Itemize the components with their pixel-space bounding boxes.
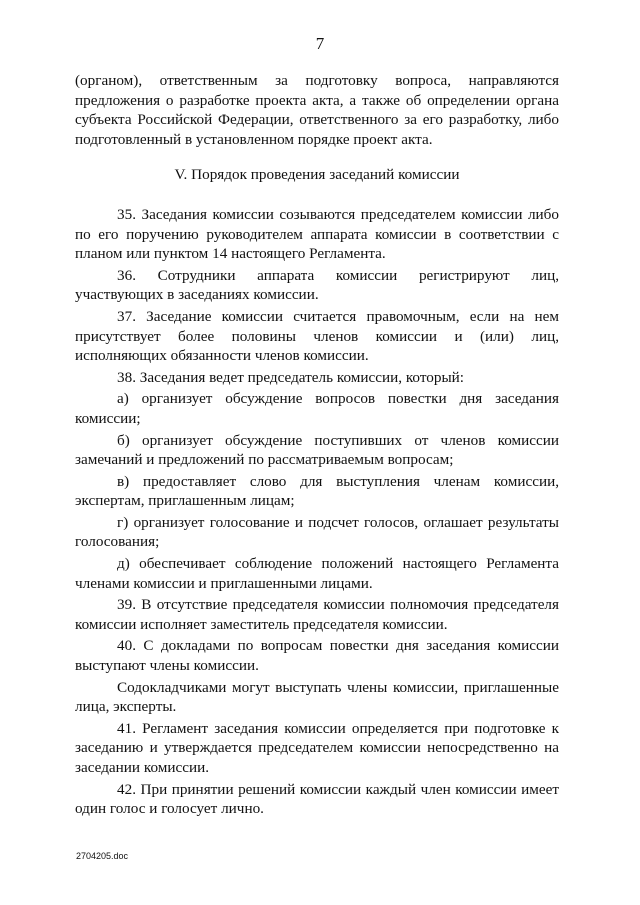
subitem-g: г) организует голосование и подсчет голосов, оглашает результаты голосования; bbox=[75, 513, 559, 551]
paragraph-41: 41. Регламент заседания комиссии определяется при подготовке к заседанию и утверждается председателем комиссии непосредственно на заседании комиссии. bbox=[75, 719, 559, 776]
document-filename: 2704205.doc bbox=[76, 851, 129, 861]
paragraph-38: 38. Заседания ведет председатель комиссии, который: bbox=[117, 368, 464, 386]
subitem-b: б) организует обсуждение поступивших от членов комиссии замечаний и предложений по рассматриваемым вопросам; bbox=[75, 431, 559, 469]
page-number: 7 bbox=[315, 34, 325, 53]
paragraph-42: 42. При принятии решений комиссии каждый член комиссии имеет один голос и голосует лично. bbox=[75, 780, 559, 818]
paragraph-40: 40. С докладами по вопросам повестки дня заседания комиссии выступают члены комиссии. bbox=[75, 637, 559, 675]
subitem-v: в) предоставляет слово для выступления членам комиссии, экспертам, приглашенным лицам; bbox=[75, 472, 559, 510]
paragraph-37: 37. Заседание комиссии считается правомочным, если на нем присутствует более половины членов комиссии и (или) лиц, исполняющих обязанности членов комиссии. bbox=[75, 307, 559, 365]
subitem-a: а) организует обсуждение вопросов повестки дня заседания комиссии; bbox=[75, 390, 559, 427]
section-title: V. Порядок проведения заседаний комиссии bbox=[174, 166, 460, 184]
paragraph-35: 35. Заседания комиссии созываются председателем комиссии либо по его поручению руководителем аппарата комиссии в соответствии с планом или пунктом 14 настоящего Регламента. bbox=[75, 205, 559, 263]
intro-paragraph: (органом), ответственным за подготовку вопроса, направляются предложения о разработке проекта акта, а также об определении органа субъекта Российской Федерации, ответственного за его разработку, либо подготовленный в установленном порядке проект акта. bbox=[75, 72, 559, 148]
paragraph-39: 39. В отсутствие председателя комиссии полномочия председателя комиссии исполняет заместитель председателя комиссии. bbox=[75, 596, 559, 633]
document-body bbox=[75, 71, 559, 819]
paragraph-40-cont: Содокладчиками могут выступать члены комиссии, приглашенные лица, эксперты. bbox=[75, 678, 559, 716]
subitem-d: д) обеспечивает соблюдение положений настоящего Регламента членами комиссии и приглашенными лицами. bbox=[75, 555, 559, 592]
paragraph-36: 36. Сотрудники аппарата комиссии регистрируют лиц, участвующих в заседаниях комиссии. bbox=[75, 266, 559, 304]
